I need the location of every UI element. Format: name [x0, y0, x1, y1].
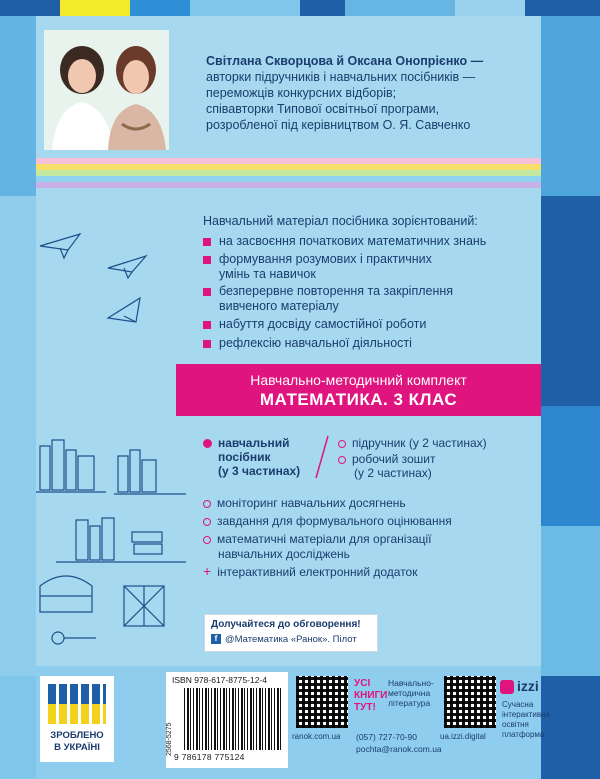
- izzi-brand: izzi: [517, 678, 539, 694]
- list-item: на засвоєння початкових математичних знань: [203, 234, 486, 249]
- bullet-filled-icon: [203, 439, 212, 448]
- right-stripe: [540, 196, 600, 406]
- authors-photo: [44, 30, 169, 150]
- slash-divider: [312, 434, 332, 480]
- bullet-circle-icon: [203, 500, 211, 508]
- qr-code[interactable]: [296, 676, 348, 728]
- facebook-icon: f: [211, 634, 221, 644]
- kit-subtitle: Навчально-методичний комплект: [250, 372, 467, 388]
- kit-list-item: математичні матеріали для організації: [203, 532, 432, 546]
- left-stripe: [0, 196, 36, 676]
- right-stripe: [540, 406, 600, 526]
- qr-code[interactable]: [444, 676, 496, 728]
- right-stripe: [540, 16, 600, 196]
- phone[interactable]: (057) 727-70-90: [356, 732, 417, 742]
- kit-main-item-line: посібник: [218, 450, 271, 464]
- ranok-qr-block[interactable]: [292, 676, 354, 764]
- bullet-square-icon: [203, 256, 211, 264]
- discuss-group[interactable]: @Математика «Ранок». Пілот: [225, 634, 357, 645]
- authors-line: авторки підручників і навчальних посібників —: [206, 70, 476, 84]
- kit-main-item: навчальний: [203, 436, 289, 450]
- made-label: В УКРАЇНІ: [54, 742, 100, 753]
- authors-line: переможців конкурсних відборів;: [206, 86, 397, 100]
- plus-icon: +: [203, 563, 212, 579]
- kit-main-item-line: (у 3 частинах): [218, 464, 301, 478]
- list-item-continuation: вивченого матеріалу: [219, 299, 339, 313]
- top-stripe: [60, 0, 130, 16]
- all-books-logo: УСІ КНИГИ ТУТ!: [354, 678, 388, 713]
- barcode-block: [166, 672, 288, 768]
- kit-list-item: завдання для формувального оцінювання: [203, 514, 452, 528]
- kit-side-item: підручник (у 2 частинах): [338, 436, 487, 450]
- kit-list-item: + інтерактивний електронний додаток: [203, 563, 418, 579]
- kit-list-item-line: навчальних досліджень: [218, 547, 350, 561]
- authors-line: співавторки Типової освітньої програми,: [206, 102, 440, 116]
- bullet-square-icon: [203, 238, 211, 246]
- kit-side-item-line: (у 2 частинах): [354, 466, 432, 480]
- list-item-continuation: умінь та навичок: [219, 267, 316, 281]
- discuss-box[interactable]: [204, 614, 378, 652]
- top-stripe: [190, 0, 300, 16]
- kit-title: МАТЕМАТИКА. 3 КЛАС: [259, 390, 458, 409]
- bullet-square-icon: [203, 340, 211, 348]
- left-stripe: [0, 16, 36, 196]
- lit-label: Навчально- методична література: [388, 678, 434, 708]
- authors-names: Світлана Скворцова й Оксана Онопрієнко —: [206, 54, 484, 68]
- barcode-side-text: 2568-5275: [166, 722, 173, 756]
- right-stripe: [540, 526, 600, 676]
- list-item: формування розумових і практичних: [203, 252, 432, 267]
- paper-planes-sketch: [38, 220, 198, 340]
- main-panel: [36, 16, 541, 666]
- bullet-circle-icon: [338, 456, 346, 464]
- bullet-circle-icon: [203, 536, 211, 544]
- bullet-square-icon: [203, 321, 211, 329]
- kit-banner: [176, 364, 541, 416]
- list-item: безперервне повторення та закріплення: [203, 284, 453, 299]
- barcode-digits: 9 786178 775124: [174, 752, 245, 762]
- list-item: набуття досвіду самостійної роботи: [203, 317, 426, 332]
- bullet-square-icon: [203, 288, 211, 296]
- bullet-circle-icon: [203, 518, 211, 526]
- kit-list-item: моніторинг навчальних досягнень: [203, 496, 406, 510]
- isbn-text: ISBN 978-617-8775-12-4: [172, 675, 267, 685]
- books-sketch: [36, 426, 196, 656]
- top-stripe: [0, 0, 60, 16]
- made-label: ЗРОБЛЕНО: [50, 730, 104, 741]
- rainbow-band: [36, 182, 541, 188]
- top-stripe: [130, 0, 190, 16]
- list-item: рефлексію навчальної діяльності: [203, 336, 412, 351]
- izzi-logo-icon: [500, 680, 514, 694]
- bullet-circle-icon: [338, 440, 346, 448]
- authors-line: розробленої під керівництвом О. Я. Савченко: [206, 118, 471, 132]
- ukraine-flag-icon: [48, 684, 106, 724]
- email[interactable]: pochta@ranok.com.ua: [356, 744, 442, 754]
- izzi-qr-block[interactable]: [440, 676, 500, 764]
- top-stripe: [300, 0, 345, 16]
- orientation-intro: Навчальний матеріал посібника зорієнтований:: [203, 214, 478, 228]
- barcode-bars: [184, 688, 282, 750]
- ranok-site[interactable]: ranok.com.ua: [292, 732, 341, 741]
- made-in-ukraine-badge: [40, 676, 114, 762]
- discuss-title: Долучайтеся до обговорення!: [211, 619, 361, 630]
- top-stripe: [525, 0, 600, 16]
- izzi-tagline: Сучасна інтерактивна освітня платформа: [502, 700, 550, 739]
- kit-side-item: робочий зошит: [338, 452, 436, 466]
- top-stripe: [455, 0, 525, 16]
- top-stripe: [345, 0, 455, 16]
- izzi-site[interactable]: ua.izzi.digital: [440, 732, 486, 741]
